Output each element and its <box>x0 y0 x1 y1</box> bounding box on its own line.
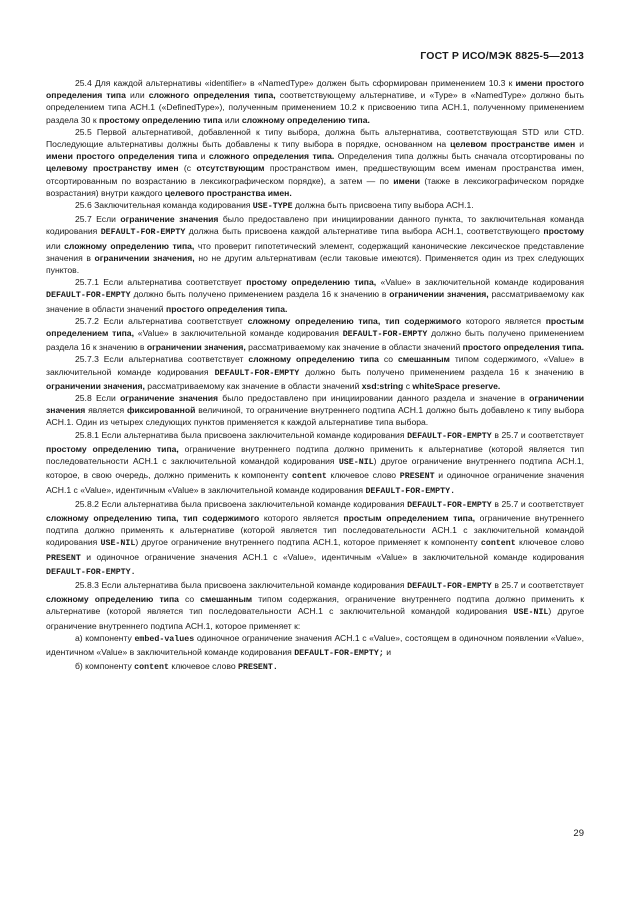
text-run: ) другое ограничение внутреннего подтипа АСН.1, которое применяет к: <box>46 606 585 631</box>
code-keyword: embed-values <box>134 634 195 644</box>
text-run: со <box>378 354 398 365</box>
text-run: со <box>178 594 201 605</box>
term-bold: простому определению типа, <box>46 443 179 454</box>
text-run: ограничение внутреннего подтипа должно применять к альтернативе (которой является тип последовательности АСН.1 с заключительной командой кодирования <box>46 512 584 548</box>
term-bold: ограничении значения, <box>146 342 246 353</box>
term-bold: простым определением типа, <box>46 315 584 339</box>
term-bold: смешанным <box>397 354 450 365</box>
text-run: 25.7 Если <box>75 214 121 225</box>
code-keyword: content <box>480 539 516 549</box>
text-run: 25.7.2 Если альтернатива соответствует <box>75 315 248 326</box>
code-keyword: USE-TYPE <box>252 202 293 212</box>
text-run: типом содержимого, «Value» в заключительной команде кодирования <box>46 354 584 377</box>
term-bold: сложному определению типа. <box>241 114 370 125</box>
text-run: ключевое слово <box>326 470 400 481</box>
text-run: и <box>383 646 392 657</box>
term-bold: ограничение значения <box>120 214 219 225</box>
term-bold: сложному определению типа <box>248 354 379 365</box>
text-run: рассматриваемому как значение в области значений <box>144 380 362 391</box>
text-run: б) компоненту <box>75 661 135 672</box>
text-run: с <box>403 380 413 391</box>
text-run: ключевое слово <box>169 661 239 672</box>
paragraph <box>46 315 584 354</box>
text-run: а) компоненту <box>75 632 135 643</box>
text-run: и <box>197 151 209 162</box>
paragraph <box>46 126 584 199</box>
text-run: 25.6 Заключительная команда кодирования <box>75 200 253 211</box>
paragraph <box>46 213 584 276</box>
code-keyword: DEFAULT-FOR-EMPTY. <box>46 567 136 577</box>
code-keyword: DEFAULT-FOR-EMPTY <box>100 228 186 238</box>
text-run: ) другое ограничение внутреннего подтипа АСН.1, которое, в свою очередь, должно применить к компоненту <box>46 456 585 481</box>
term-bold: имени простого определения типа <box>46 78 584 101</box>
text-run: 25.7.3 Если альтернатива соответствует <box>75 354 249 365</box>
text-run: ) другое ограничение внутреннего подтипа АСН.1, которое применяет к компоненту <box>135 537 481 548</box>
code-keyword: PRESENT <box>46 553 81 563</box>
text-run: 25.8.3 Если альтернатива была присвоена заключительной команде кодирования <box>75 579 408 590</box>
code-keyword: USE-NIL <box>513 608 549 618</box>
term-bold: имени <box>393 175 421 186</box>
term-bold: простому определению типа, <box>246 277 377 288</box>
code-keyword: DEFAULT-FOR-EMPTY <box>407 581 492 591</box>
paragraph <box>46 353 584 392</box>
paragraph <box>46 77 584 126</box>
paragraph <box>46 199 584 213</box>
code-keyword: PRESENT <box>399 472 435 482</box>
code-keyword: DEFAULT-FOR-EMPTY <box>214 368 300 378</box>
term-bold: целевого пространства имен. <box>164 187 292 198</box>
text-run: рассматриваемому как значение в области значений <box>46 289 584 314</box>
paragraph <box>46 660 584 674</box>
text-run: 25.5 Первой альтернативой, добавленной к типу выбора, должна быть альтернатива, соответствующая STD или CTD. Последующие альтернативы должны быть добавлены к типу выбора в порядке, основанном на <box>46 126 584 150</box>
text-run: должно быть получено применением раздела 16 к значению в <box>299 366 584 377</box>
text-run: должно быть получено применением раздела 16 к значению в <box>130 289 390 300</box>
paragraph <box>46 498 584 579</box>
text-run: является <box>85 405 127 416</box>
term-bold: простого определения типа. <box>166 303 288 314</box>
term-bold: сложного определения типа. <box>208 151 335 162</box>
term-bold: ограничении значения, <box>46 380 145 391</box>
term-bold: фиксированной <box>126 405 196 416</box>
term-bold: простому <box>543 226 584 237</box>
text-run: 25.8 Если <box>75 393 121 404</box>
code-keyword: content <box>134 663 169 673</box>
code-keyword: USE-NIL <box>100 539 136 549</box>
paragraph <box>46 276 584 315</box>
term-bold: ограничении значения, <box>94 252 195 263</box>
code-keyword: PRESENT. <box>238 663 278 673</box>
text-run: «Value» в заключительной команде кодирования <box>376 277 584 288</box>
term-bold: целевом пространстве имен <box>450 139 576 150</box>
text-run: которого является <box>259 512 344 523</box>
code-keyword: USE-NIL <box>338 458 374 468</box>
page-number: 29 <box>573 828 584 839</box>
text-run: должна быть присвоена типу выбора АСН.1. <box>292 200 474 211</box>
term-bold: сложному определению типа <box>46 594 179 605</box>
code-keyword: DEFAULT-FOR-EMPTY. <box>365 486 456 496</box>
text-run: 25.7.1 Если альтернатива соответствует <box>75 277 247 288</box>
text-run: должно быть получено применением раздела 16 к значению в <box>46 328 584 353</box>
text-run: Определения типа должны быть сначала отсортированы по <box>334 151 585 162</box>
term-bold: простым определением типа, <box>343 512 476 523</box>
text-run: 25.4 Для каждой альтернативы «identifier» в «NamedType» должен быть сформирован применением 10.3 к <box>75 78 516 88</box>
text-run: или <box>46 240 65 251</box>
term-bold: смешанным <box>200 594 253 605</box>
text-run: 25.8.1 Если альтернатива была присвоена заключительной команде кодирования <box>75 429 408 440</box>
text-run: и одиночное ограничение значения АСН.1 с «Value», идентичным «Value» в заключительной команде кодирования <box>80 551 584 562</box>
term-bold: ограничении значения, <box>389 289 489 300</box>
text-run: и одиночное ограничение значения АСН.1 с «Value», идентичным «Value» в заключительной команде кодирования <box>46 470 584 495</box>
term-bold: сложного определения типа, <box>148 90 276 101</box>
code-keyword: DEFAULT-FOR-EMPTY <box>46 291 131 301</box>
term-bold: сложному определению типа, тип содержимого <box>247 315 462 326</box>
term-bold: простого определения типа. <box>462 342 584 353</box>
page-header: ГОСТ Р ИСО/МЭК 8825-5—2013 <box>420 50 584 62</box>
code-keyword: DEFAULT-FOR-EMPTY; <box>294 648 384 658</box>
term-bold: сложному определению типа, тип содержимого <box>46 512 260 523</box>
term-bold: whiteSpace preserve. <box>412 380 501 391</box>
term-bold: простому определению типа <box>99 114 223 125</box>
term-bold: сложному определению типа, <box>64 240 195 251</box>
text-run: было предоставлено при инициировании данного пункта, то заключительная команда кодирования <box>46 214 584 237</box>
text-run: одиночное ограничение значения АСН.1 с «Value», состоящем в одиночном появлении «Value», идентичном «Value» в заключительной команде кодирования <box>46 632 584 657</box>
text-run: или <box>125 90 149 101</box>
code-keyword: DEFAULT-FOR-EMPTY <box>407 431 492 441</box>
term-bold: xsd:string <box>361 380 404 391</box>
text-run: было предоставлено при инициировании данного раздела и значение в <box>218 393 530 404</box>
text-run: ключевое слово <box>515 537 585 548</box>
term-bold: имени простого определения типа <box>46 151 198 162</box>
text-run: соответствующему альтернативе, и «Type» в «NamedType» должно быть определением типа АСН.1 («DefinedType»), полученным применением 10.2 к присвоению типа АСН.1, полученному применением раздела 30 к <box>46 90 584 125</box>
paragraph <box>46 579 584 632</box>
term-bold: ограничение значения <box>120 393 218 404</box>
text-run: величиной, то ограничение внутреннего подтипа АСН.1 должно быть добавлено к типу выбора АСН.1. Один из четырех следующих пунктов применяется к каждой альтернативе типа выбора. <box>46 405 584 428</box>
code-keyword: DEFAULT-FOR-EMPTY <box>342 330 428 340</box>
text-run: и <box>575 139 584 150</box>
paragraph <box>46 429 584 498</box>
paragraph <box>46 632 584 660</box>
document-body <box>46 77 584 674</box>
term-bold: целевому пространству имен <box>46 163 179 174</box>
text-run: пространством имен, предшествующим всем именам пространства имен, отсортированным по возрастанию в лексикографическом порядке), а затем — по <box>46 163 584 186</box>
code-keyword: DEFAULT-FOR-EMPTY <box>407 500 492 510</box>
text-run: что проверит гипотетический элемент, содержащий канонические лексическое представление значения в <box>46 240 584 263</box>
term-bold: отсутствующим <box>196 163 265 174</box>
text-run: «Value» в заключительной команде кодирования <box>133 328 343 339</box>
text-run: в 25.7 и соответствует <box>491 498 584 509</box>
text-run: (с <box>178 163 197 174</box>
term-bold: ограничении значения <box>46 393 584 416</box>
text-run: но не другим альтернативам (если таковые имеются). Применяется один из трех следующих пунктов. <box>46 252 585 276</box>
text-run: или <box>222 114 242 125</box>
paragraph <box>46 392 584 429</box>
text-run: в 25.7 и соответствует <box>491 579 584 590</box>
text-run: рассматриваемому как значение в области значений <box>245 342 463 353</box>
text-run: которого является <box>461 315 546 326</box>
code-keyword: content <box>292 472 327 482</box>
text-run: 25.8.2 Если альтернатива была присвоена заключительной команде кодирования <box>75 498 408 509</box>
text-run: ограничение внутреннего подтипа должно применить к альтернативе (которой является тип последовательности АСН.1 с заключительной командой кодирования <box>46 443 584 467</box>
text-run: типом содержания, ограничение внутреннего подтипа должно применить к альтернативе (которой является тип последовательности АСН.1 с заключительной командой кодирования <box>46 594 585 617</box>
text-run: в 25.7 и соответствует <box>491 429 584 440</box>
text-run: (также в лексикографическом порядке возрастания) внутри каждого <box>46 175 584 198</box>
text-run: должна быть присвоена каждой альтернативе типа выбора АСН.1, соответствующего <box>185 226 544 237</box>
